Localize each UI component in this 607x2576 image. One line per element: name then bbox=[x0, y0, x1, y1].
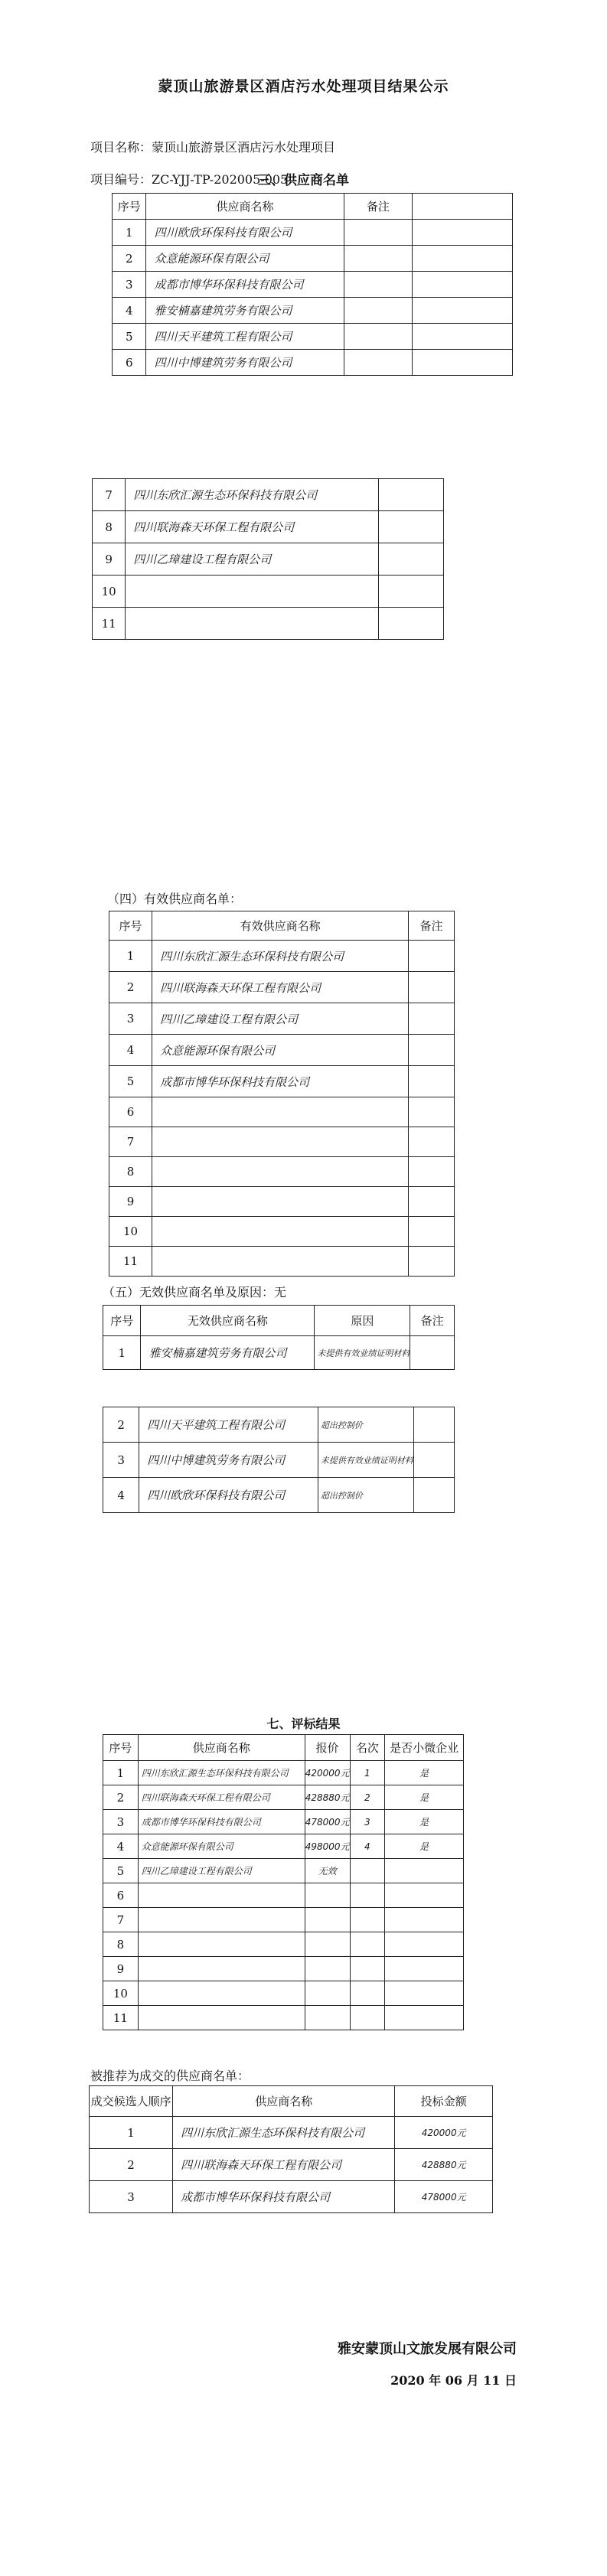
row-note bbox=[413, 1478, 454, 1513]
row-amount: 420000元 bbox=[395, 2117, 493, 2149]
row-supplier-name: 众意能源环保有限公司 bbox=[152, 1035, 409, 1066]
recommended-heading: 被推荐为成交的供应商名单： bbox=[90, 2069, 250, 2083]
row-no: 8 bbox=[103, 1932, 139, 1957]
row-note bbox=[344, 246, 413, 272]
row-price: 428880元 bbox=[305, 1785, 350, 1810]
row-no: 2 bbox=[103, 1785, 139, 1810]
row-no: 9 bbox=[93, 543, 126, 576]
row-supplier-name: 四川欧欣环保科技有限公司 bbox=[139, 1478, 318, 1513]
row-extra bbox=[413, 246, 513, 272]
row-small-business bbox=[385, 1932, 464, 1957]
row-price: 478000元 bbox=[305, 1810, 350, 1834]
row-note bbox=[344, 272, 413, 298]
row-order: 2 bbox=[90, 2149, 173, 2181]
row-rank bbox=[350, 1908, 385, 1932]
row-rank bbox=[350, 2006, 385, 2030]
header-note: 备注 bbox=[410, 1306, 455, 1336]
row-reason: 未提供有效业绩证明材料 bbox=[318, 1443, 413, 1478]
row-reason: 未提供有效业绩证明材料 bbox=[315, 1336, 410, 1370]
row-supplier-name: 四川天平建筑工程有限公司 bbox=[146, 324, 344, 350]
row-supplier-name: 四川联海森天环保工程有限公司 bbox=[152, 972, 409, 1003]
row-supplier-name: 四川乙璋建设工程有限公司 bbox=[138, 1859, 305, 1883]
issuing-organization: 雅安蒙顶山文旅发展有限公司 bbox=[338, 2341, 517, 2357]
row-no: 2 bbox=[109, 972, 152, 1003]
header-amount: 投标金额 bbox=[395, 2086, 493, 2117]
row-note bbox=[379, 479, 444, 511]
row-small-business bbox=[385, 1908, 464, 1932]
supplier-table-part2 bbox=[92, 478, 444, 640]
header-price: 报价 bbox=[305, 1735, 350, 1761]
issue-date: 2020 年 06 月 11 日 bbox=[390, 2373, 517, 2388]
row-supplier-name: 四川天平建筑工程有限公司 bbox=[139, 1407, 318, 1443]
row-small-business bbox=[385, 1859, 464, 1883]
header-no: 序号 bbox=[113, 194, 146, 220]
row-no: 10 bbox=[103, 1981, 139, 2006]
row-supplier-name bbox=[138, 1932, 305, 1957]
header-reason: 原因 bbox=[315, 1306, 410, 1336]
row-amount: 478000元 bbox=[395, 2181, 493, 2213]
row-rank: 2 bbox=[350, 1785, 385, 1810]
header-name: 有效供应商名称 bbox=[152, 911, 409, 941]
row-supplier-name bbox=[152, 1157, 409, 1187]
row-note bbox=[409, 1097, 455, 1127]
row-no: 3 bbox=[103, 1810, 139, 1834]
row-no: 3 bbox=[103, 1443, 139, 1478]
row-small-business bbox=[385, 2006, 464, 2030]
row-supplier-name: 四川联海森天环保工程有限公司 bbox=[138, 1785, 305, 1810]
page-title: 蒙顶山旅游景区酒店污水处理项目结果公示 bbox=[158, 78, 449, 95]
row-supplier-name bbox=[152, 1217, 409, 1247]
row-extra bbox=[413, 350, 513, 376]
header-note: 备注 bbox=[344, 194, 413, 220]
row-no: 1 bbox=[113, 220, 146, 246]
row-note bbox=[409, 1003, 455, 1035]
row-rank: 3 bbox=[350, 1810, 385, 1834]
row-no: 4 bbox=[103, 1834, 139, 1859]
invalid-supplier-table bbox=[103, 1305, 455, 1370]
row-note bbox=[409, 1247, 455, 1277]
row-no: 11 bbox=[109, 1247, 152, 1277]
row-supplier-name: 四川欧欣环保科技有限公司 bbox=[146, 220, 344, 246]
section5-heading: （五）无效供应商名单及原因：无 bbox=[103, 1285, 287, 1299]
row-note bbox=[413, 1407, 454, 1443]
row-note bbox=[344, 220, 413, 246]
row-no: 5 bbox=[113, 324, 146, 350]
row-reason: 超出控制价 bbox=[318, 1407, 413, 1443]
row-price: 420000元 bbox=[305, 1761, 350, 1785]
header-small-business: 是否小微企业 bbox=[385, 1735, 464, 1761]
row-no: 7 bbox=[103, 1908, 139, 1932]
row-supplier-name: 四川联海森天环保工程有限公司 bbox=[126, 511, 379, 543]
row-note bbox=[379, 608, 444, 640]
row-price bbox=[305, 2006, 350, 2030]
row-no: 3 bbox=[113, 272, 146, 298]
row-price: 498000元 bbox=[305, 1834, 350, 1859]
row-price: 无效 bbox=[305, 1859, 350, 1883]
header-rank: 名次 bbox=[350, 1735, 385, 1761]
row-supplier-name: 成都市博华环保科技有限公司 bbox=[146, 272, 344, 298]
row-no: 9 bbox=[103, 1957, 139, 1981]
row-supplier-name: 雅安楠嘉建筑劳务有限公司 bbox=[141, 1336, 315, 1370]
row-supplier-name: 四川乙璋建设工程有限公司 bbox=[126, 543, 379, 576]
row-supplier-name: 成都市博华环保科技有限公司 bbox=[152, 1066, 409, 1097]
row-no: 10 bbox=[109, 1217, 152, 1247]
row-note bbox=[344, 350, 413, 376]
row-no: 10 bbox=[93, 576, 126, 608]
row-rank: 4 bbox=[350, 1834, 385, 1859]
row-note bbox=[409, 972, 455, 1003]
header-order: 成交候选人顺序 bbox=[90, 2086, 173, 2117]
row-note bbox=[409, 1035, 455, 1066]
row-supplier-name bbox=[126, 576, 379, 608]
header-no: 序号 bbox=[103, 1735, 139, 1761]
row-note bbox=[344, 324, 413, 350]
row-note bbox=[409, 1066, 455, 1097]
row-supplier-name: 四川东欣汇源生态环保科技有限公司 bbox=[152, 941, 409, 972]
recommended-supplier-table bbox=[89, 2085, 493, 2213]
row-note bbox=[410, 1336, 455, 1370]
row-rank bbox=[350, 1932, 385, 1957]
row-supplier-name bbox=[138, 1981, 305, 2006]
row-no: 8 bbox=[109, 1157, 152, 1187]
evaluation-result-table bbox=[103, 1734, 464, 2030]
row-no: 4 bbox=[113, 298, 146, 324]
row-no: 3 bbox=[109, 1003, 152, 1035]
section3-heading: 三、供应商名单 bbox=[258, 173, 349, 188]
row-small-business: 是 bbox=[385, 1810, 464, 1834]
row-supplier-name bbox=[138, 1883, 305, 1908]
invalid-supplier-table-cont bbox=[103, 1407, 455, 1513]
header-no: 序号 bbox=[109, 911, 152, 941]
row-no: 5 bbox=[109, 1066, 152, 1097]
header-name: 无效供应商名称 bbox=[141, 1306, 315, 1336]
row-supplier-name bbox=[152, 1247, 409, 1277]
row-supplier-name bbox=[152, 1127, 409, 1157]
row-no: 1 bbox=[103, 1761, 139, 1785]
row-rank bbox=[350, 1883, 385, 1908]
row-small-business: 是 bbox=[385, 1834, 464, 1859]
header-extra bbox=[413, 194, 513, 220]
row-note bbox=[379, 511, 444, 543]
project-number: 项目编号：ZC-YJJ-TP-202005-005 bbox=[90, 172, 289, 187]
row-supplier-name: 四川中博建筑劳务有限公司 bbox=[146, 350, 344, 376]
section4-heading: （四）有效供应商名单： bbox=[107, 892, 243, 906]
row-note bbox=[409, 1157, 455, 1187]
row-small-business: 是 bbox=[385, 1761, 464, 1785]
row-no: 5 bbox=[103, 1859, 139, 1883]
row-supplier-name bbox=[152, 1097, 409, 1127]
header-name: 供应商名称 bbox=[138, 1735, 305, 1761]
row-price bbox=[305, 1957, 350, 1981]
row-no: 1 bbox=[109, 941, 152, 972]
row-small-business bbox=[385, 1981, 464, 2006]
row-no: 11 bbox=[103, 2006, 139, 2030]
row-amount: 428880元 bbox=[395, 2149, 493, 2181]
row-supplier-name bbox=[138, 2006, 305, 2030]
row-no: 6 bbox=[109, 1097, 152, 1127]
row-note bbox=[409, 1127, 455, 1157]
row-supplier-name bbox=[126, 608, 379, 640]
row-extra bbox=[413, 272, 513, 298]
section7-heading: 七、评标结果 bbox=[266, 1717, 341, 1731]
row-supplier-name: 成都市博华环保科技有限公司 bbox=[138, 1810, 305, 1834]
row-no: 4 bbox=[103, 1478, 139, 1513]
header-name: 供应商名称 bbox=[146, 194, 344, 220]
row-no: 1 bbox=[103, 1336, 141, 1370]
row-no: 8 bbox=[93, 511, 126, 543]
row-supplier-name: 四川东欣汇源生态环保科技有限公司 bbox=[173, 2117, 395, 2149]
row-no: 7 bbox=[109, 1127, 152, 1157]
row-note bbox=[409, 941, 455, 972]
row-no: 11 bbox=[93, 608, 126, 640]
row-price bbox=[305, 1883, 350, 1908]
supplier-table-part1 bbox=[112, 193, 513, 376]
row-reason: 超出控制价 bbox=[318, 1478, 413, 1513]
row-no: 9 bbox=[109, 1187, 152, 1217]
row-supplier-name bbox=[152, 1187, 409, 1217]
row-supplier-name: 四川东欣汇源生态环保科技有限公司 bbox=[138, 1761, 305, 1785]
row-no: 6 bbox=[103, 1883, 139, 1908]
row-note bbox=[409, 1217, 455, 1247]
row-extra bbox=[413, 220, 513, 246]
row-supplier-name bbox=[138, 1957, 305, 1981]
row-rank bbox=[350, 1981, 385, 2006]
row-note bbox=[344, 298, 413, 324]
row-small-business bbox=[385, 1957, 464, 1981]
row-price bbox=[305, 1932, 350, 1957]
row-note bbox=[409, 1187, 455, 1217]
row-order: 1 bbox=[90, 2117, 173, 2149]
row-supplier-name: 成都市博华环保科技有限公司 bbox=[173, 2181, 395, 2213]
header-note: 备注 bbox=[409, 911, 455, 941]
row-supplier-name: 四川中博建筑劳务有限公司 bbox=[139, 1443, 318, 1478]
project-name: 项目名称：蒙顶山旅游景区酒店污水处理项目 bbox=[90, 140, 336, 155]
row-no: 2 bbox=[103, 1407, 139, 1443]
row-supplier-name: 四川东欣汇源生态环保科技有限公司 bbox=[126, 479, 379, 511]
row-supplier-name bbox=[138, 1908, 305, 1932]
row-rank bbox=[350, 1859, 385, 1883]
row-price bbox=[305, 1908, 350, 1932]
row-note bbox=[379, 543, 444, 576]
row-rank bbox=[350, 1957, 385, 1981]
row-extra bbox=[413, 298, 513, 324]
header-no: 序号 bbox=[103, 1306, 141, 1336]
row-supplier-name: 众意能源环保有限公司 bbox=[138, 1834, 305, 1859]
row-note bbox=[413, 1443, 454, 1478]
header-name: 供应商名称 bbox=[173, 2086, 395, 2117]
row-no: 2 bbox=[113, 246, 146, 272]
row-no: 4 bbox=[109, 1035, 152, 1066]
row-supplier-name: 四川联海森天环保工程有限公司 bbox=[173, 2149, 395, 2181]
row-extra bbox=[413, 324, 513, 350]
row-small-business bbox=[385, 1883, 464, 1908]
row-price bbox=[305, 1981, 350, 2006]
row-rank: 1 bbox=[350, 1761, 385, 1785]
row-order: 3 bbox=[90, 2181, 173, 2213]
row-supplier-name: 众意能源环保有限公司 bbox=[146, 246, 344, 272]
row-supplier-name: 雅安楠嘉建筑劳务有限公司 bbox=[146, 298, 344, 324]
row-no: 7 bbox=[93, 479, 126, 511]
valid-supplier-table bbox=[109, 911, 455, 1277]
row-note bbox=[379, 576, 444, 608]
row-supplier-name: 四川乙璋建设工程有限公司 bbox=[152, 1003, 409, 1035]
row-small-business: 是 bbox=[385, 1785, 464, 1810]
row-no: 6 bbox=[113, 350, 146, 376]
